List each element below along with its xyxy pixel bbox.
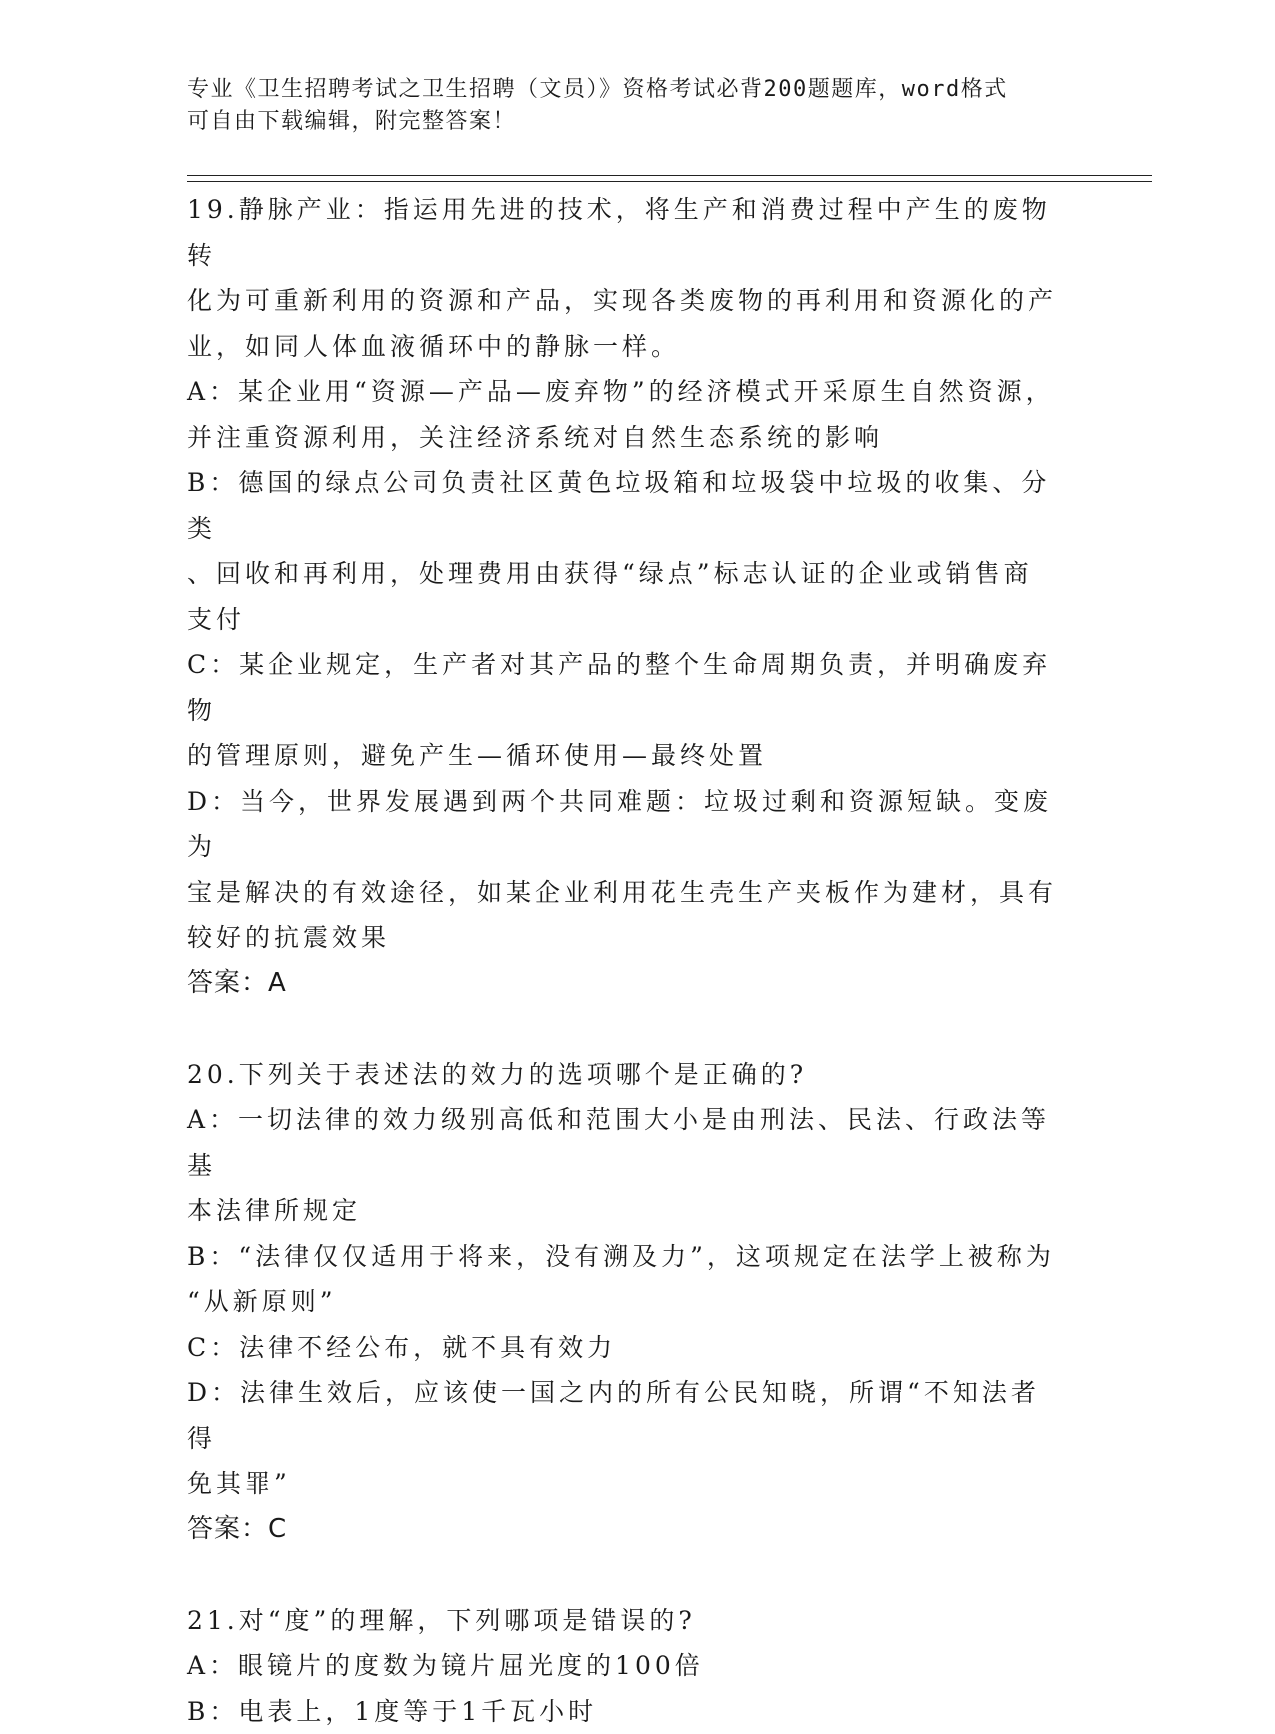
option-line: C：某企业规定，生产者对其产品的整个生命周期负责，并明确废弃物: [187, 642, 1067, 733]
question-stem-line: 21.对“度”的理解，下列哪项是错误的?: [187, 1598, 1067, 1644]
answer-label: 答案：C: [187, 1507, 1067, 1553]
option-b: [187, 1689, 1067, 1734]
option-line: B：电表上，1度等于1千瓦小时: [187, 1689, 1067, 1734]
option-line: D：当今，世界发展遇到两个共同难题：垃圾过剩和资源短缺。变废为: [187, 779, 1067, 870]
header-title-line-1: 专业《卫生招聘考试之卫生招聘（文员）》资格考试必背200题题库，word格式: [187, 74, 1067, 106]
question-spacer: [187, 1006, 1067, 1052]
option-line: 支付: [187, 597, 1067, 643]
option-c: [187, 642, 1067, 779]
question-21: [187, 1598, 1067, 1734]
option-b: [187, 1234, 1067, 1325]
option-line: D：法律生效后，应该使一国之内的所有公民知晓，所谓“不知法者得: [187, 1370, 1067, 1461]
option-line: 较好的抗震效果: [187, 915, 1067, 961]
option-c: [187, 1325, 1067, 1371]
option-line: 并注重资源利用，关注经济系统对自然生态系统的影响: [187, 415, 1067, 461]
option-a: [187, 1097, 1067, 1234]
header-divider-top: [187, 175, 1152, 176]
option-line: 本法律所规定: [187, 1188, 1067, 1234]
question-spacer: [187, 1552, 1067, 1598]
document-header: [187, 74, 1067, 138]
option-line: 免其罪”: [187, 1461, 1067, 1507]
question-stem-line: 化为可重新利用的资源和产品，实现各类废物的再利用和资源化的产: [187, 278, 1067, 324]
question-stem-line: 业，如同人体血液循环中的静脉一样。: [187, 324, 1067, 370]
option-a: [187, 369, 1067, 460]
option-line: 宝是解决的有效途径，如某企业利用花生壳生产夹板作为建材，具有: [187, 870, 1067, 916]
header-title-line-2: 可自由下载编辑，附完整答案！: [187, 106, 1067, 138]
option-d: [187, 1370, 1067, 1507]
option-line: 的管理原则，避免产生—循环使用—最终处置: [187, 733, 1067, 779]
option-line: “从新原则”: [187, 1279, 1067, 1325]
question-stem-line: 19.静脉产业：指运用先进的技术，将生产和消费过程中产生的废物转: [187, 187, 1067, 278]
option-line: C：法律不经公布，就不具有效力: [187, 1325, 1067, 1371]
option-line: B：德国的绿点公司负责社区黄色垃圾箱和垃圾袋中垃圾的收集、分类: [187, 460, 1067, 551]
answer-label: 答案：A: [187, 961, 1067, 1007]
question-stem-line: 20.下列关于表述法的效力的选项哪个是正确的?: [187, 1052, 1067, 1098]
option-line: A：眼镜片的度数为镜片屈光度的100倍: [187, 1643, 1067, 1689]
question-20: [187, 1052, 1067, 1553]
option-d: [187, 779, 1067, 961]
option-line: A：某企业用“资源—产品—废弃物”的经济模式开采原生自然资源，: [187, 369, 1067, 415]
question-19: [187, 187, 1067, 1006]
header-divider-bottom: [187, 181, 1152, 182]
option-line: A：一切法律的效力级别高低和范围大小是由刑法、民法、行政法等基: [187, 1097, 1067, 1188]
question-list: [187, 187, 1067, 1734]
option-line: 、回收和再利用，处理费用由获得“绿点”标志认证的企业或销售商: [187, 551, 1067, 597]
option-line: B：“法律仅仅适用于将来，没有溯及力”，这项规定在法学上被称为: [187, 1234, 1067, 1280]
option-b: [187, 460, 1067, 642]
